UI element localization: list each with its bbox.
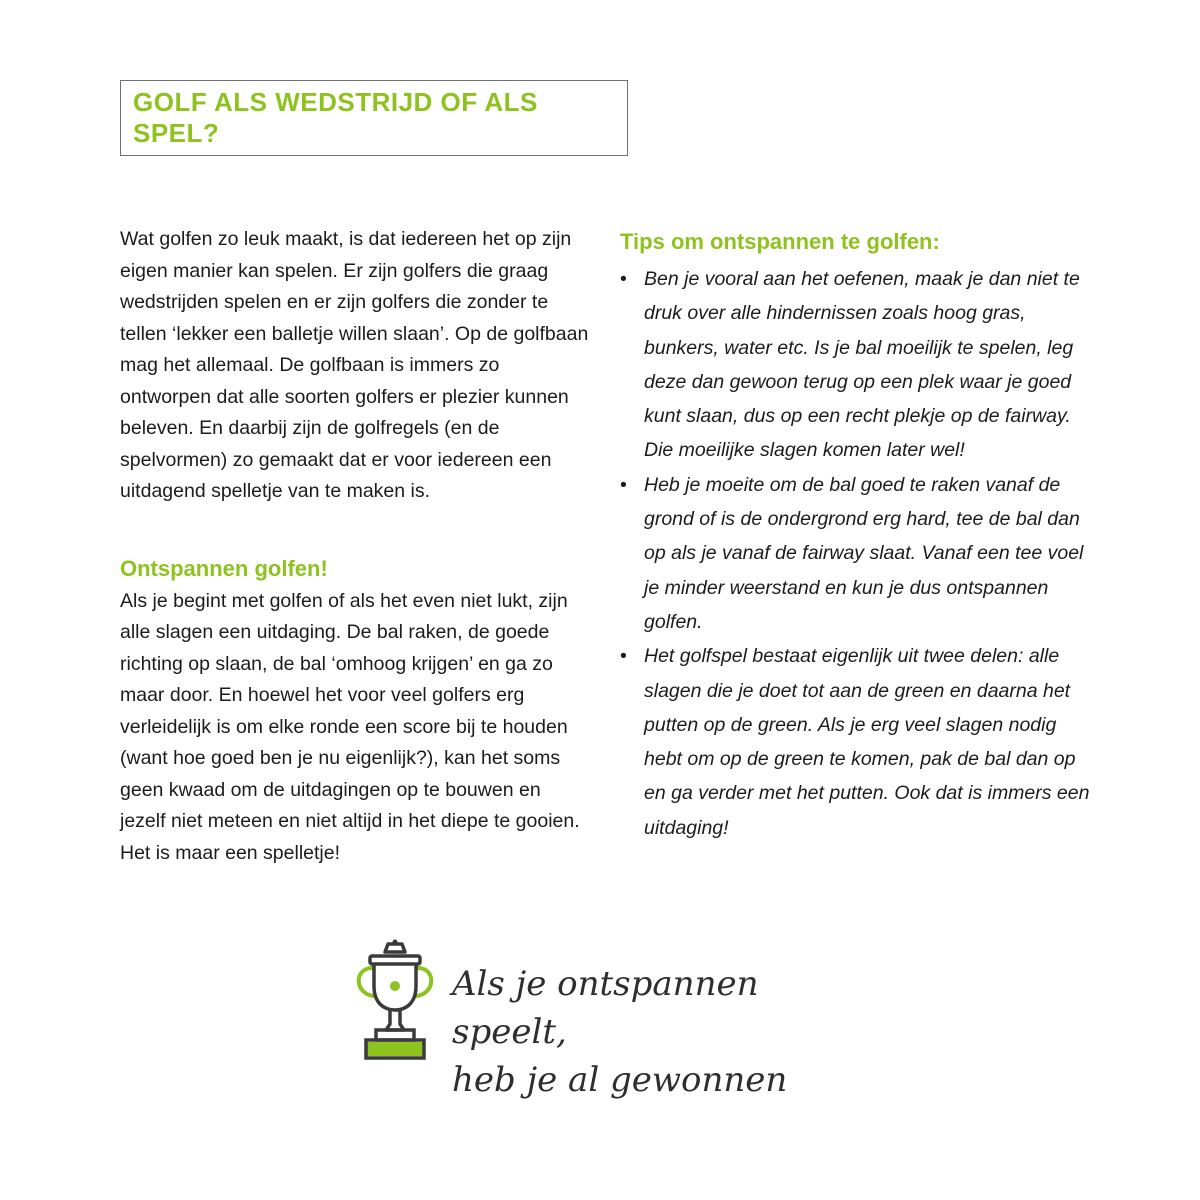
motto-quote bbox=[452, 960, 832, 1104]
bullet-icon: • bbox=[620, 268, 627, 290]
relaxed-golf-heading: Ontspannen golfen! bbox=[120, 555, 328, 581]
tip-item bbox=[620, 639, 1090, 845]
tip-text: Het golfspel bestaat eigenlijk uit twee delen: alle slagen die je doet tot aan de green en daarna het putten op de green. Als je erg veel slagen nodig hebt om op de green te komen, pak de bal dan op en ga verder met het putten. Ook dat is immers een uitdaging! bbox=[644, 645, 1090, 839]
motto-line-1: Als je ontspannen speelt, bbox=[452, 964, 759, 1052]
right-column bbox=[620, 224, 1090, 845]
motto-line-2: heb je al gewonnen bbox=[452, 1060, 788, 1100]
page-title: GOLF ALS WEDSTRIJD OF ALS SPEL? bbox=[133, 87, 538, 148]
tips-heading: Tips om ontspannen te golfen: bbox=[620, 229, 940, 254]
left-column bbox=[120, 224, 590, 869]
trophy-icon bbox=[352, 938, 438, 1062]
tip-item bbox=[620, 262, 1090, 468]
tip-text: Ben je vooral aan het oefenen, maak je dan niet te druk over alle hindernissen zoals hoog gras, bunkers, water etc. Is je bal moeilijk te spelen, leg deze dan gewoon terug op een plek waar je goed kunt slaan, dus op een recht plekje op de fairway. Die moeilijke slagen komen later wel! bbox=[644, 268, 1080, 462]
bullet-icon: • bbox=[620, 645, 627, 668]
tip-item bbox=[620, 468, 1090, 639]
relaxed-golf-paragraph: Als je begint met golfen of als het even niet lukt, zijn alle slagen een uitdaging. De bal raken, de goede richting op slaan, de bal ‘omhoog krijgen’ en ga zo maar door. En hoewel het voor veel golfers erg verleidelijk is om elke ronde een score bij te houden (want hoe goed ben je nu eigenlijk?), kan het soms geen kwaad om de uitdagingen op te bouwen en jezelf niet meteen en niet altijd in het diepe te gooien. Het is maar een spelletje! bbox=[120, 589, 580, 864]
title-box bbox=[120, 80, 628, 156]
tips-list bbox=[620, 262, 1090, 845]
footer-quote-block bbox=[352, 938, 832, 1100]
bullet-icon: • bbox=[620, 473, 627, 496]
intro-paragraph: Wat golfen zo leuk maakt, is dat iedereen het op zijn eigen manier kan spelen. Er zijn golfers die graag wedstrijden spelen en er zijn golfers die zonder te tellen ‘lekker een balletje willen slaan’. Op de golfbaan mag het allemaal. De golfbaan is immers zo ontworpen dat alle soorten golfers er plezier kunnen beleven. En daarbij zijn de golfregels (en de spelvormen) zo gemaakt dat er voor iedereen een uitdagend spelletje van te maken is. bbox=[120, 228, 589, 502]
tip-text: Heb je moeite om de bal goed te raken vanaf de grond of is de ondergrond erg hard, tee de bal dan op als je vanaf de fairway slaat. Vanaf een tee voel je minder weerstand en kun je dus ontspannen golfen. bbox=[644, 473, 1084, 633]
